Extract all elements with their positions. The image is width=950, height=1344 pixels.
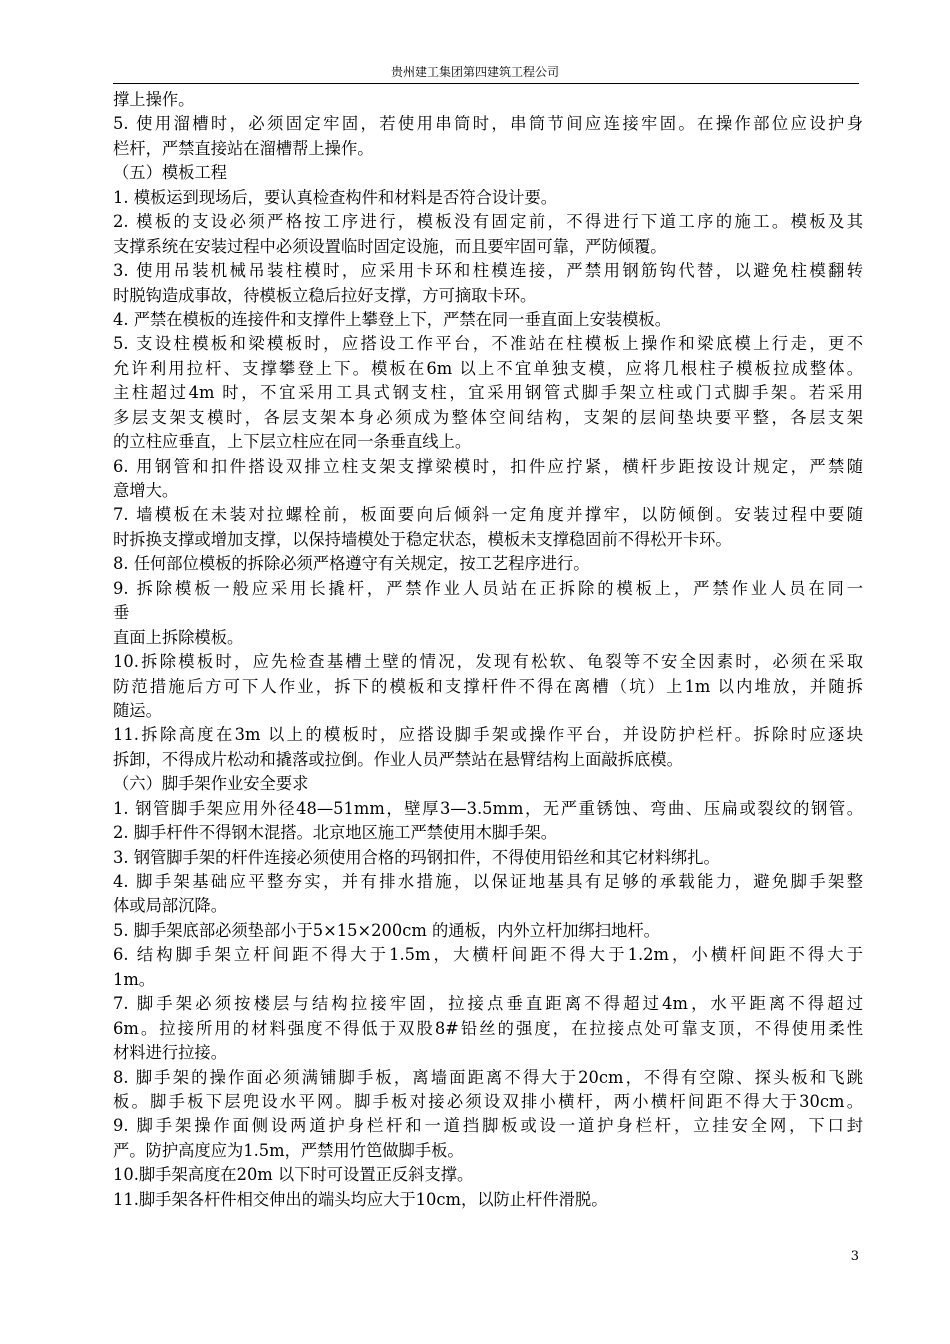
text-line: 1. 模板运到现场后，要认真检查构件和材料是否符合设计要。: [113, 187, 558, 207]
text-line: 8. 脚手架的操作面必须满铺脚手板，离墙面距离不得大于20cm，不得有空隙、探头板和飞跳: [113, 1067, 863, 1087]
text-line: 主柱超过4m 时，不宜采用工具式钢支柱，宜采用钢管式脚手架立柱或门式脚手架。若采用: [113, 383, 863, 403]
text-line: 意增大。: [113, 481, 179, 500]
text-line: 4. 严禁在模板的连接件和支撑件上攀登上下，严禁在同一垂直面上安装模板。: [113, 309, 671, 329]
text-line: 时拆换支撑或增加支撑，以保持墙模处于稳定状态，模板未支撑稳固前不得松开卡环。: [113, 529, 732, 549]
text-line: 允许利用拉杆、支撑攀登上下。模板在6m 以上不宜单独支模，应将几根柱子模板拉成整体。: [113, 358, 863, 378]
text-line: 11.脚手架各杆件相交伸出的端头均应大于10cm，以防止杆件滑脱。: [113, 1189, 608, 1209]
text-line: 防范措施后方可下人作业，拆下的模板和支撑杆件不得在离槽（坑）上1m 以内堆放，并随拆: [113, 676, 863, 696]
text-line: 11.拆除高度在3m 以上的模板时，应搭设脚手架或操作平台，并设防护栏杆。拆除时应逐块: [113, 725, 863, 745]
text-line: （六）脚手架作业安全要求: [113, 774, 309, 794]
text-line: 拆卸，不得成片松动和撬落或拉倒。作业人员严禁站在悬臂结构上面敲拆底模。: [113, 749, 683, 769]
text-line: 多层支架支模时，各层支架本身必须成为整体空间结构，支架的层间垫块要平整，各层支架: [113, 407, 863, 427]
text-line: 7. 墙模板在未装对拉螺栓前，板面要向后倾斜一定角度并撑牢，以防倾倒。安装过程中要随: [113, 505, 863, 525]
text-line: 3. 钢管脚手架的杆件连接必须使用合格的玛钢扣件，不得使用铅丝和其它材料绑扎。: [113, 847, 720, 867]
document-body: [113, 88, 863, 1212]
text-line: 体或局部沉降。: [113, 896, 227, 916]
text-line: 2. 脚手杆件不得钢木混搭。北京地区施工严禁使用木脚手架。: [113, 823, 558, 843]
text-line: （五）模板工程: [113, 163, 227, 183]
text-line: 5. 使用溜槽时，必须固定牢固，若使用串筒时，串筒节间应连接牢固。在操作部位应设护身: [113, 114, 863, 134]
text-line: 栏杆，严禁直接站在溜槽帮上操作。: [113, 138, 374, 158]
text-line: 直面上拆除模板。: [113, 627, 244, 647]
text-line: 3. 使用吊装机械吊装柱模时，应采用卡环和柱模连接，严禁用钢筋钩代替，以避免柱模翻转: [113, 261, 863, 281]
page-header: 贵州建工集团第四建筑工程公司: [390, 65, 559, 79]
text-line: 9. 脚手架操作面侧设两道护身栏杆和一道挡脚板或设一道护身栏杆，立挂安全网，下口封: [113, 1116, 863, 1136]
text-line: 材料进行拉接。: [113, 1043, 227, 1063]
text-line: 6. 用钢管和扣件搭设双排立柱支架支撑梁模时，扣件应拧紧，横杆步距按设计规定，严禁随: [113, 456, 863, 476]
text-line: 1. 钢管脚手架应用外径48—51mm，壁厚3—3.5mm，无严重锈蚀、弯曲、压扁或裂纹的钢管。: [113, 798, 863, 818]
text-line: 时脱钩造成事故，待模板立稳后拉好支撑，方可摘取卡环。: [113, 285, 537, 305]
text-line: 9. 拆除模板一般应采用长撬杆，严禁作业人员站在正拆除的模板上，严禁作业人员在同一: [113, 578, 863, 598]
text-line: 板。脚手板下层兜设水平网。脚手板对接必须设双排小横杆，两小横杆间距不得大于30cm。: [113, 1091, 863, 1111]
text-line: 垂: [113, 603, 130, 623]
text-line: 严。防护高度应为1.5m，严禁用竹笆做脚手板。: [113, 1140, 464, 1160]
header-divider: [113, 83, 859, 84]
text-line: 5. 支设柱模板和梁模板时，应搭设工作平台，不准站在柱模板上操作和梁底模上行走，更不: [113, 334, 863, 354]
text-line: 随运。: [113, 700, 162, 720]
text-line: 4. 脚手架基础应平整夯实，并有排水措施，以保证地基具有足够的承载能力，避免脚手架整: [113, 872, 863, 891]
text-line: 的立柱应垂直，上下层立柱应在同一条垂直线上。: [113, 432, 472, 452]
text-line: 7. 脚手架必须按楼层与结构拉接牢固，拉接点垂直距离不得超过4m，水平距离不得超过: [113, 994, 863, 1014]
text-line: 10.拆除模板时，应先检查基槽土壁的情况，发现有松软、龟裂等不安全因素时，必须在采取: [113, 652, 863, 672]
text-line: 6m。拉接所用的材料强度不得低于双股8#铅丝的强度，在拉接点处可靠支顶，不得使用柔性: [113, 1018, 863, 1038]
text-line: 6. 结构脚手架立杆间距不得大于1.5m，大横杆间距不得大于1.2m，小横杆间距不得大于: [113, 945, 863, 965]
text-line: 1m。: [113, 969, 156, 989]
text-line: 8. 任何部位模板的拆除必须严格遵守有关规定，按工艺程序进行。: [113, 554, 590, 574]
page-number: 3: [850, 1249, 859, 1264]
text-line: 2. 模板的支设必须严格按工序进行，模板没有固定前，不得进行下道工序的施工。模板及其: [113, 212, 863, 232]
text-line: 10.脚手架高度在20m 以下时可设置正反斜支撑。: [113, 1165, 474, 1185]
text-line: 支撑系统在安装过程中必须设置临时固定设施，而且要牢固可靠，严防倾覆。: [113, 236, 667, 256]
text-line: 撑上操作。: [113, 90, 195, 109]
text-line: 5. 脚手架底部必须垫部小于5×15×200cm 的通板，内外立杆加绑扫地杆。: [113, 920, 660, 940]
